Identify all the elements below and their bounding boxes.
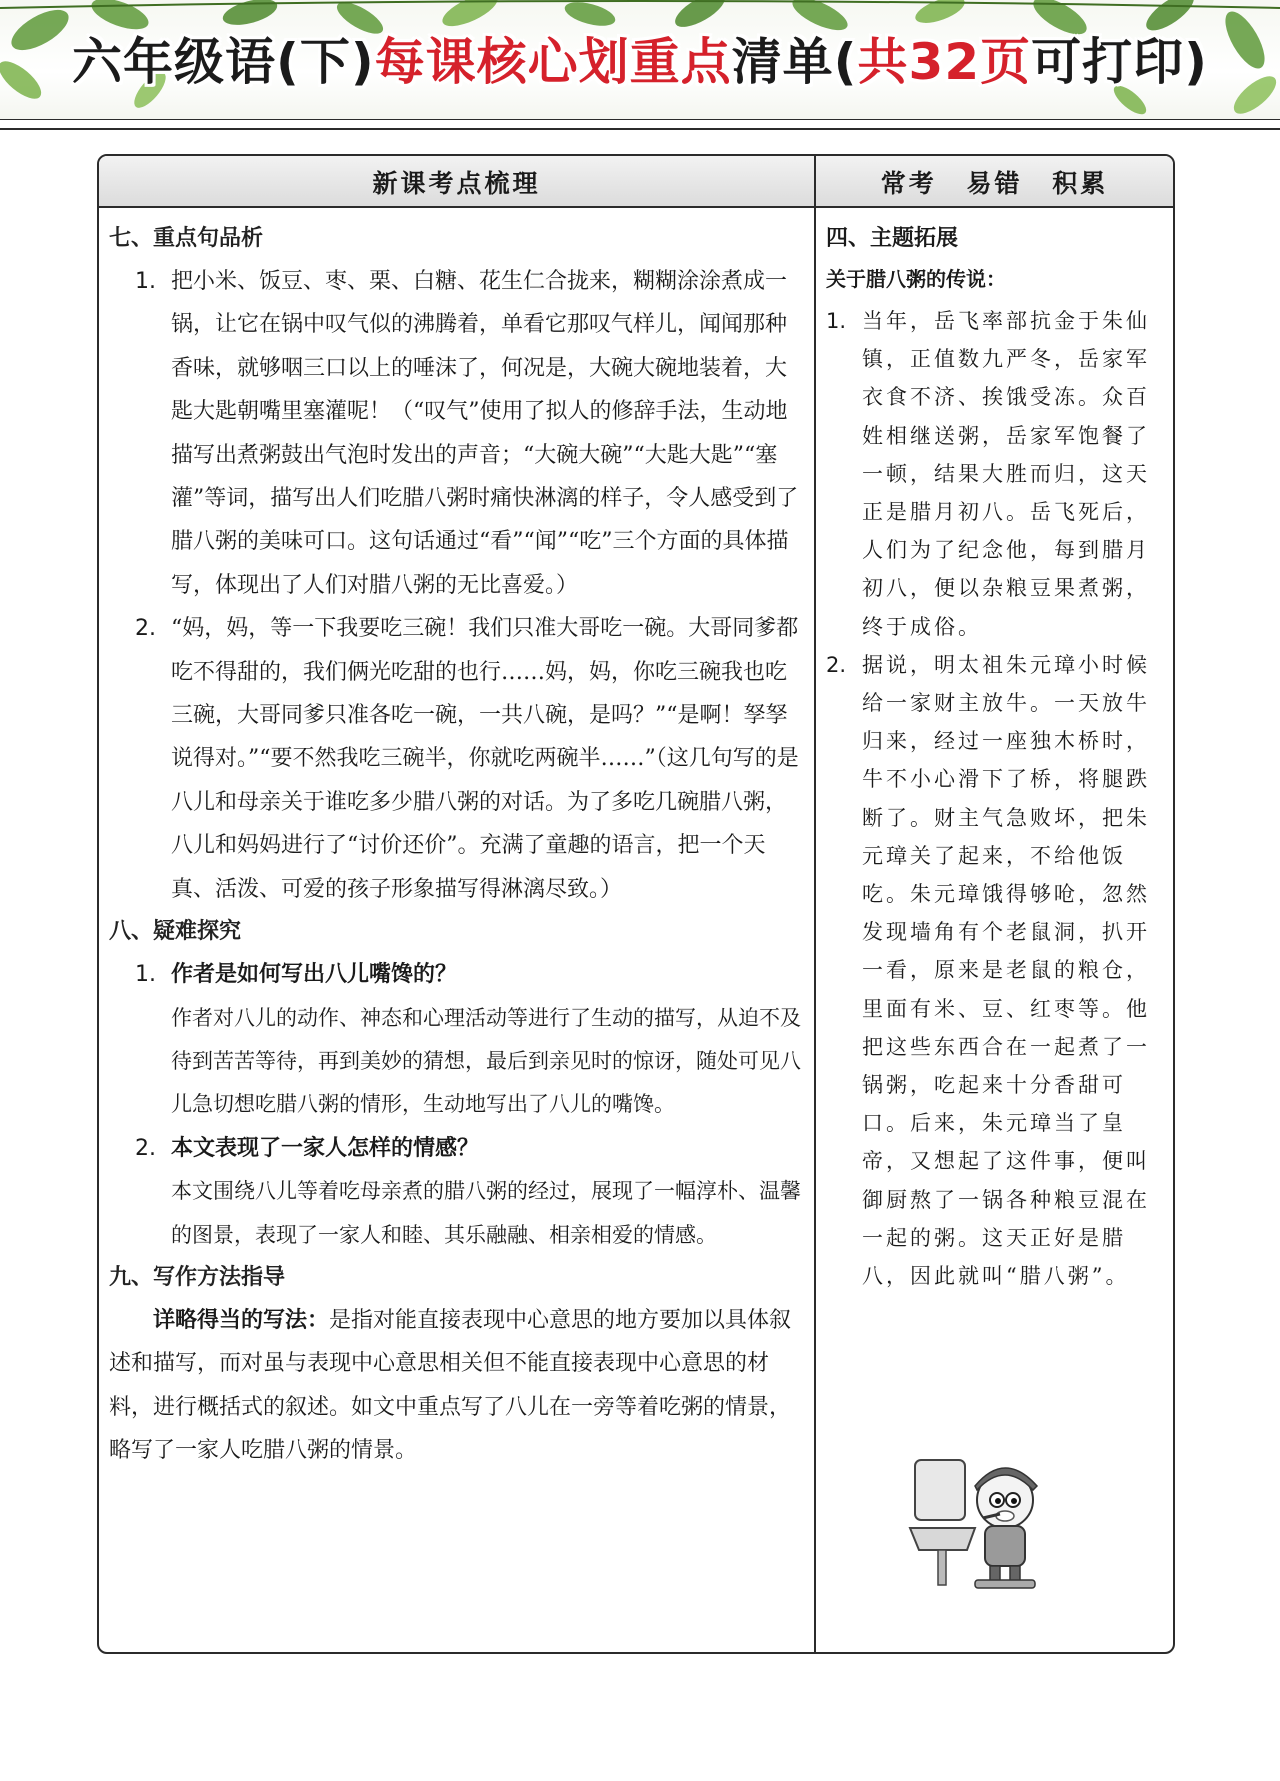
item-text: 当年，岳飞率部抗金于朱仙镇，正值数九严冬，岳家军衣食不济、挨饿受冻。众百姓相继送粥，岳家军饱餐了一顿，结果大胜而归，这天正是腊月初八。岳飞死后，人们为了纪念他，每到腊月初八，便以杂粮豆果煮粥，终于成俗。: [862, 309, 1150, 639]
item-text: 据说，明太祖朱元璋小时候给一家财主放牛。一天放牛归来，经过一座独木桥时，牛不小心滑下了桥，将腿跌断了。财主气急败坏，把朱元璋关了起来，不给他饭吃。朱元璋饿得够呛，忽然发现墙角有个老鼠洞，扒开一看，原来是老鼠的粮仓，里面有米、豆、红枣等。他把这些东西合在一起煮了一锅粥，吃起来十分香甜可口。后来，朱元璋当了皇帝，又想起了这件事，便叫御厨熬了一锅各种粮豆混在一起的粥。这天正好是腊八，因此就叫“腊八粥”。: [862, 652, 1150, 1289]
item-number: 1.: [826, 309, 847, 333]
section-writing-method-heading: 九、写作方法指导: [109, 1264, 286, 1290]
banner-rule-thin: [0, 128, 1280, 130]
question-text: 本文表现了一家人怎样的情感？: [171, 1135, 480, 1161]
list-item: [109, 607, 804, 911]
left-column-header: 新课考点梳理: [372, 169, 541, 198]
item-text: “妈，妈，等一下我要吃三碗！我们只准大哥吃一碗。大哥同爹都吃不得甜的，我们俩光吃甜的也行……妈，妈，你吃三碗我也吃三碗，大哥同爹只准各吃一碗，一共八碗，是吗？”“是啊！孥孥说得对。”“要不然我吃三碗半，你就吃两碗半……”（这几句写的是八儿和母亲关于谁吃多少腊八粥的对话。为了多吃几碗腊八粥，八儿和妈妈进行了“讨价还价”。充满了童趣的语言，把一个天真、活泼、可爱的孩子形象描写得淋漓尽致。）: [171, 616, 799, 902]
item-number: 1.: [135, 269, 156, 294]
table-header: [99, 156, 1173, 208]
list-item: [826, 302, 1166, 646]
right-column: [826, 218, 1166, 1295]
section-theme-extension-heading: 四、主题拓展: [826, 226, 959, 251]
title-part-1: 六年级语(下): [71, 33, 375, 91]
item-number: 2.: [826, 652, 847, 677]
list-item: [109, 260, 804, 607]
list-item: [826, 646, 1166, 1295]
method-body: 是指对能直接表现中心意思的地方要加以具体叙述和描写，而对虽与表现中心意思相关但不能直接表现中心意思的材料，进行概括式的叙述。如文中重点写了八儿在一旁等着吃粥的情景，略写了一家人吃腊八粥的情景。: [109, 1307, 792, 1464]
section-difficulties-heading: 八、疑难探究: [109, 919, 242, 945]
left-column: [109, 218, 804, 1473]
item-number: 1.: [135, 962, 156, 988]
title-part-2: 每课核心划重点: [374, 33, 732, 91]
method-label: 详略得当的写法：: [153, 1307, 330, 1333]
item-text: 把小米、饭豆、枣、栗、白糖、花生仁合拢来，糊糊涂涂煮成一锅，让它在锅中叹气似的沸腾着，单看它那叹气样儿，闻闻那种香味，就够咽三口以上的唾沫了，何况是，大碗大碗地装着，大匙大匙朝嘴里塞灌呢！（“叹气”使用了拟人的修辞手法，生动地描写出煮粥鼓出气泡时发出的声音；“大碗大碗”“大匙大匙”“塞灌”等词，描写出人们吃腊八粥时痛快淋漓的样子，令人感受到了腊八粥的美味可口。这句话通过“看”“闻”“吃”三个方面的具体描写，体现出了人们对腊八粥的无比喜爱。）: [171, 269, 799, 598]
title-part-5: 可打印): [1031, 33, 1208, 91]
section-key-sentences-heading: 七、重点句品析: [109, 226, 264, 251]
column-divider: [814, 156, 816, 1652]
list-item: [109, 1127, 804, 1170]
right-column-header: 常考 易错 积累: [880, 169, 1109, 198]
banner-rule-thick: [0, 119, 1280, 120]
list-item: [109, 953, 804, 996]
item-number: 2.: [135, 616, 156, 642]
title-part-4: 共32页: [857, 33, 1032, 91]
answer-text: 本文围绕八儿等着吃母亲煮的腊八粥的经过，展现了一幅淳朴、温馨的图景，表现了一家人和睦、其乐融融、相亲相爱的情感。: [171, 1179, 801, 1247]
legend-subheading: 关于腊八粥的传说：: [826, 267, 1006, 291]
page-title: [0, 22, 1280, 94]
cartoon-child-brushing-teeth-icon: [905, 1450, 1065, 1600]
content-table: [97, 154, 1175, 1654]
item-number: 2.: [135, 1135, 156, 1161]
question-text: 作者是如何写出八儿嘴馋的？: [171, 962, 458, 988]
banner: [0, 0, 1280, 120]
title-part-3: 清单(: [731, 33, 858, 91]
answer-text: 作者对八儿的动作、神态和心理活动等进行了生动的描写，从迫不及待到苦苦等待，再到美妙的猜想，最后到亲见时的惊讶，随处可见八儿急切想吃腊八粥的情形，生动地写出了八儿的嘴馋。: [171, 1005, 801, 1117]
writing-method-text: [109, 1299, 804, 1473]
